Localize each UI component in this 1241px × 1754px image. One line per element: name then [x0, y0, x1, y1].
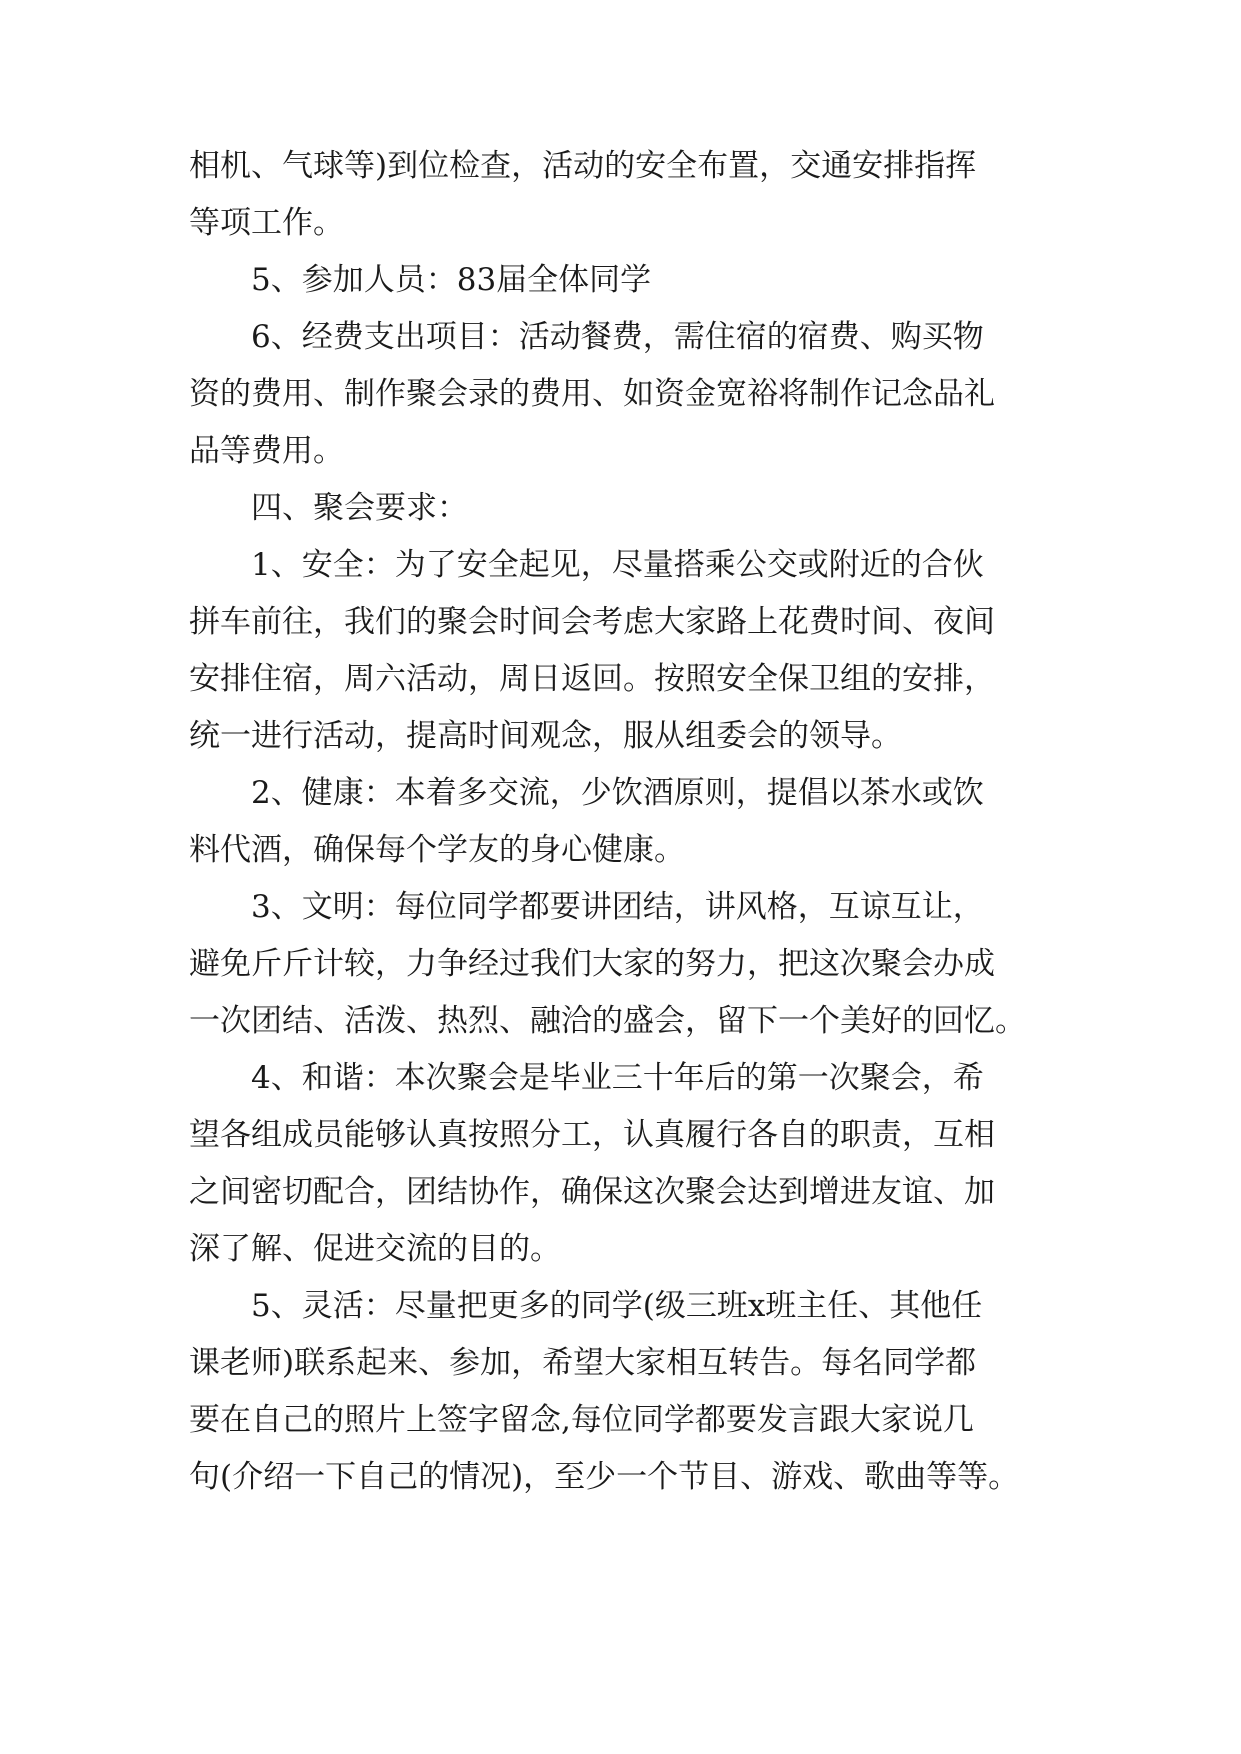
text-line: 避免斤斤计较，力争经过我们大家的努力，把这次聚会办成 — [189, 946, 995, 982]
text-line: 相机、气球等)到位检查，活动的安全布置，交通安排指挥 — [189, 148, 977, 184]
text-line: 4、和谐：本次聚会是毕业三十年后的第一次聚会，希 — [251, 1060, 984, 1096]
text-line: 统一进行活动，提高时间观念，服从组委会的领导。 — [189, 718, 902, 754]
text-line: 拼车前往，我们的聚会时间会考虑大家路上花费时间、夜间 — [189, 604, 995, 640]
text-line: 2、健康：本着多交流，少饮酒原则，提倡以茶水或饮 — [251, 775, 984, 811]
text-line: 望各组成员能够认真按照分工，认真履行各自的职责，互相 — [189, 1117, 995, 1153]
text-line: 一次团结、活泼、热烈、融洽的盛会，留下一个美好的回忆。 — [189, 1003, 1026, 1039]
text-line: 之间密切配合，团结协作，确保这次聚会达到增进友谊、加 — [189, 1174, 995, 1210]
text-line: 品等费用。 — [189, 433, 344, 469]
text-line: 深了解、促进交流的目的。 — [189, 1231, 561, 1267]
text-line: 等项工作。 — [189, 205, 344, 241]
text-line: 课老师)联系起来、参加，希望大家相互转告。每名同学都 — [189, 1345, 977, 1381]
text-line: 资的费用、制作聚会录的费用、如资金宽裕将制作记念品礼 — [189, 376, 995, 412]
text-line: 3、文明：每位同学都要讲团结，讲风格，互谅互让， — [251, 889, 984, 925]
text-line: 1、安全：为了安全起见，尽量搭乘公交或附近的合伙 — [251, 547, 984, 583]
text-line: 安排住宿，周六活动，周日返回。按照安全保卫组的安排， — [189, 661, 995, 697]
text-line: 料代酒，确保每个学友的身心健康。 — [189, 832, 685, 868]
text-line: 5、灵活：尽量把更多的同学(级三班x班主任、其他任 — [251, 1288, 983, 1324]
text-line: 句(介绍一下自己的情况)，至少一个节目、游戏、歌曲等等。 — [189, 1459, 1020, 1495]
text-line: 要在自己的照片上签字留念,每位同学都要发言跟大家说几 — [189, 1402, 974, 1438]
section-heading: 四、聚会要求： — [251, 490, 468, 526]
text-line: 5、参加人员：83届全体同学 — [251, 262, 652, 298]
text-line: 6、经费支出项目：活动餐费，需住宿的宿费、购买物 — [251, 319, 984, 355]
